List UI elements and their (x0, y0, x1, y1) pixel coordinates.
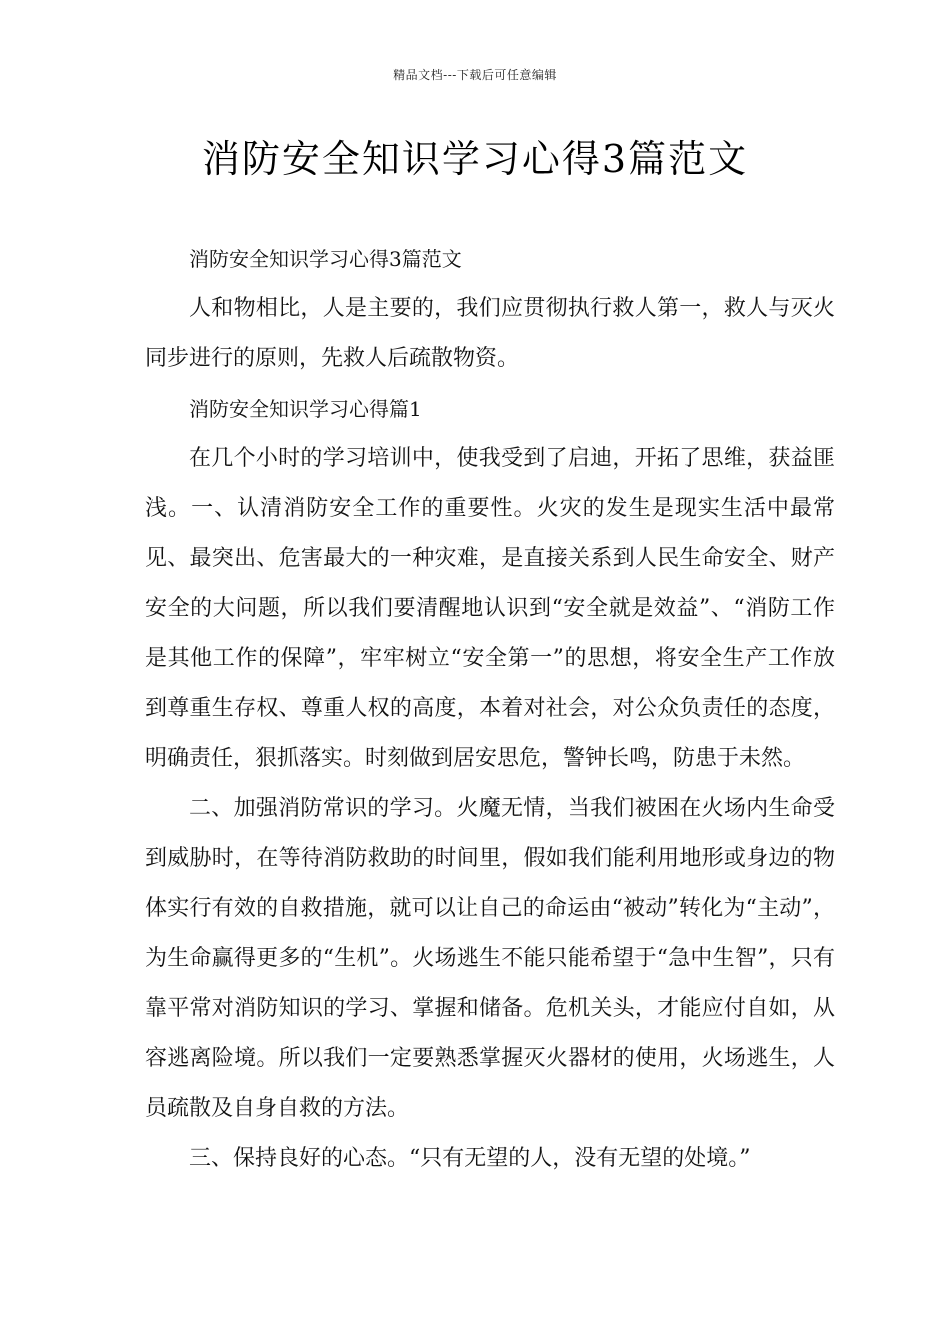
body-paragraph: 在几个小时的学习培训中，使我受到了启迪，开拓了思维，获益匪浅。一、认清消防安全工作的重要性。火灾的发生是现实生活中最常见、最突出、危害最大的一种灾难，是直接关系到人民生命安全、财产安全的大问题，所以我们要清醒地认识到“安全就是效益”、“消防工作是其他工作的保障”，牢牢树立“安全第一”的思想，将安全生产工作放到尊重生存权、尊重人权的高度，本着对社会，对公众负责任的态度，明确责任，狠抓落实。时刻做到居安思危，警钟长鸣，防患于未然。 (145, 446, 835, 771)
subtitle-paragraph: 消防安全知识学习心得3篇范文 (189, 247, 462, 271)
section-heading: 消防安全知识学习心得篇1 (189, 397, 422, 421)
document-title: 消防安全知识学习心得3篇范文 (201, 137, 749, 181)
body-paragraph: 二、加强消防常识的学习。火魔无情，当我们被困在火场内生命受到威胁时，在等待消防救助的时间里，假如我们能利用地形或身边的物体实行有效的自救措施，就可以让自己的命运由“被动”转化为“主动”，为生命赢得更多的“生机”。火场逃生不能只能希望于“急中生智”，只有靠平常对消防知识的学习、掌握和储备。危机关头，才能应付自如，从容逃离险境。所以我们一定要熟悉掌握灭火器材的使用，火场逃生，人员疏散及自身自救的方法。 (145, 796, 835, 1121)
document-body (145, 234, 835, 1184)
header-note: 精品文档---下载后可任意编辑 (393, 68, 557, 82)
body-paragraph: 三、保持良好的心态。“只有无望的人，没有无望的处境。” (189, 1146, 751, 1171)
intro-paragraph: 人和物相比，人是主要的，我们应贯彻执行救人第一，救人与灭火同步进行的原则，先救人后疏散物资。 (145, 296, 835, 371)
